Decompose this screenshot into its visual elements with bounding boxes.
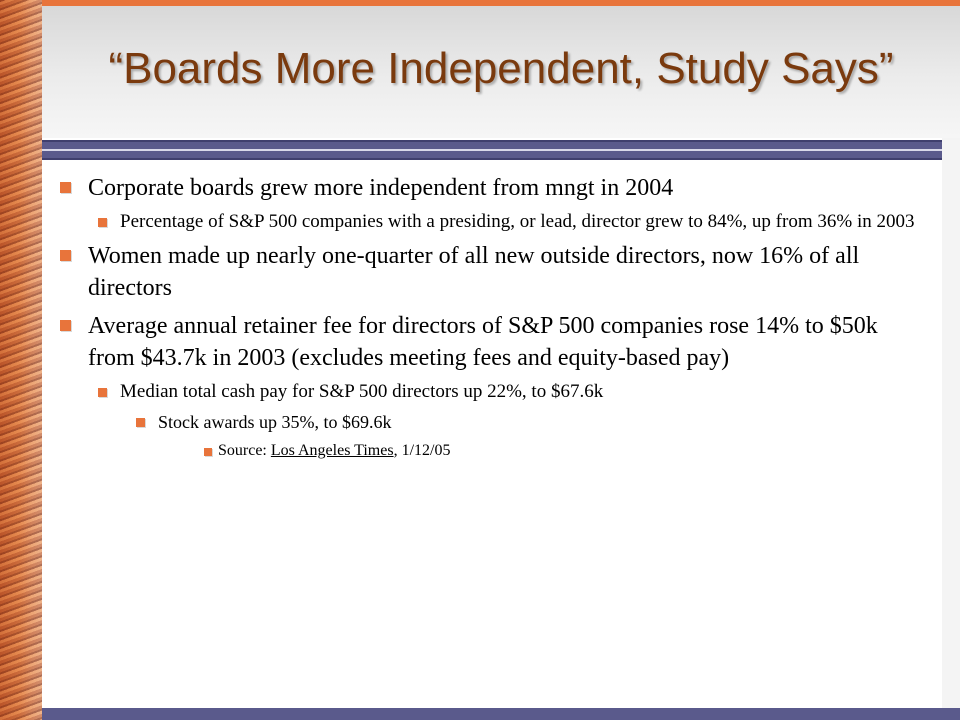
square-bullet-icon [60,250,71,261]
bullet-item [56,172,916,204]
slide-title: “Boards More Independent, Study Says” [108,44,894,93]
bullet-list [56,172,916,462]
square-bullet-icon [60,182,71,193]
square-bullet-icon [98,218,107,227]
sub-sub-bullet-text: Stock awards up 35%, to $69.6k [158,412,392,432]
title-divider-rule [42,140,944,160]
sub-bullet-item [56,380,916,404]
left-decorative-stripe [0,0,42,720]
source-publication: Los Angeles Times [270,442,394,459]
square-bullet-icon [136,418,145,427]
sub-bullet-text: Percentage of S&P 500 companies with a presiding, or lead, director grew to 84%, up from 36% in 2003 [120,211,915,232]
bullet-item [56,240,916,304]
bullet-text: Average annual retainer fee for directors of S&P 500 companies rose 14% to $50k from $43.7k in 2003 (excludes meeting fees and equity-based pay) [88,313,878,371]
square-bullet-icon [60,320,71,331]
square-bullet-icon [204,448,212,456]
bottom-bar [42,708,960,720]
bullet-text: Women made up nearly one-quarter of all new outside directors, now 16% of all directors [88,243,860,301]
bullet-item [56,310,916,374]
sub-bullet-item [56,210,916,234]
right-edge-panel [942,138,960,720]
square-bullet-icon [98,388,107,397]
sub-sub-bullet-item [56,410,916,434]
source-prefix: Source: [218,442,271,459]
sub-bullet-text: Median total cash pay for S&P 500 directors up 22%, to $67.6k [120,381,604,402]
bullet-text: Corporate boards grew more independent from mngt in 2004 [88,175,674,201]
source-citation [56,440,916,462]
source-date: , 1/12/05 [393,442,451,459]
